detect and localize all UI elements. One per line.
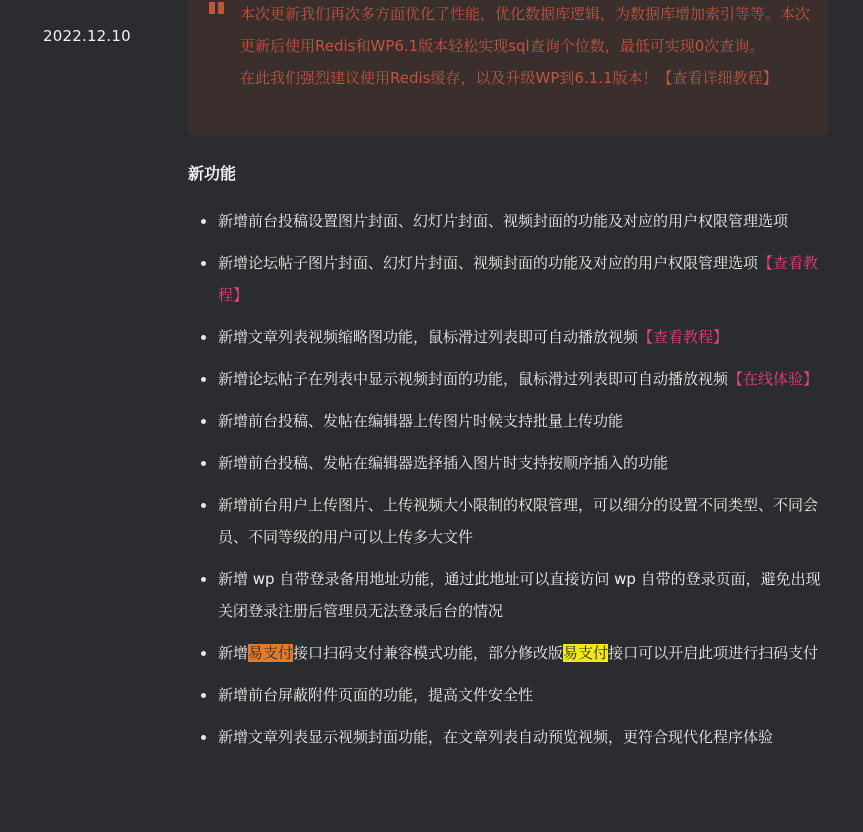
feature-list (188, 205, 833, 763)
feature-item (188, 405, 833, 437)
feature-text: 新增论坛帖子图片封面、幻灯片封面、视频封面的功能及对应的用户权限管理选项 (218, 254, 759, 272)
feature-text: 新增 (218, 644, 249, 662)
notice-recommendation (240, 62, 810, 94)
feature-text: 新增前台投稿、发帖在编辑器上传图片时候支持批量上传功能 (218, 412, 624, 430)
feature-text: 新增前台投稿、发帖在编辑器选择插入图片时支持按顺序插入的功能 (218, 454, 669, 472)
feature-item (188, 363, 833, 395)
feature-item (188, 321, 833, 353)
notice-icon (209, 2, 224, 14)
notice-tutorial-link[interactable]: 【查看详细教程】 (657, 69, 778, 87)
feature-text: 接口可以开启此项进行扫码支付 (608, 644, 819, 662)
feature-item (188, 447, 833, 479)
feature-text: 新增论坛帖子在列表中显示视频封面的功能，鼠标滑过列表即可自动播放视频 (218, 370, 729, 388)
feature-tutorial-link[interactable]: 【查看教程】 (218, 254, 819, 304)
feature-text: 接口扫码支付兼容模式功能，部分修改版 (293, 644, 564, 662)
feature-item (188, 489, 833, 553)
feature-text: 新增文章列表显示视频封面功能，在文章列表自动预览视频，更符合现代化程序体验 (218, 728, 774, 746)
feature-item (188, 637, 833, 669)
highlight-yizhifu-yellow: 易支付 (563, 644, 609, 662)
release-date: 2022.12.10 (43, 27, 131, 45)
feature-tutorial-link[interactable]: 【查看教程】 (638, 328, 729, 346)
feature-item (188, 247, 833, 311)
notice-recommendation-text: 在此我们强烈建议使用Redis缓存，以及升级WP到6.1.1版本！ (240, 69, 658, 87)
feature-item (188, 721, 833, 753)
feature-demo-link[interactable]: 【在线体验】 (728, 370, 819, 388)
feature-item (188, 205, 833, 237)
feature-text: 新增前台投稿设置图片封面、幻灯片封面、视频封面的功能及对应的用户权限管理选项 (218, 212, 789, 230)
feature-item (188, 679, 833, 711)
update-notice (188, 0, 828, 136)
notice-text: 本次更新我们再次多方面优化了性能，优化数据库逻辑，为数据库增加索引等等。本次更新后使用Redis和WP6.1版本轻松实现sql查询个位数，最低可实现0次查询。 (240, 5, 811, 55)
feature-text: 新增前台用户上传图片、上传视频大小限制的权限管理，可以细分的设置不同类型、不同会员、不同等级的用户可以上传多大文件 (218, 496, 819, 546)
highlight-yizhifu-orange: 易支付 (248, 644, 294, 662)
feature-item (188, 563, 833, 627)
feature-text: 新增前台屏蔽附件页面的功能，提高文件安全性 (218, 686, 534, 704)
section-title: 新功能 (188, 164, 237, 183)
feature-text: 新增文章列表视频缩略图功能，鼠标滑过列表即可自动播放视频 (218, 328, 639, 346)
feature-text: 新增 wp 自带登录备用地址功能，通过此地址可以直接访问 wp 自带的登录页面，避免出现关闭登录注册后管理员无法登录后台的情况 (218, 570, 821, 620)
